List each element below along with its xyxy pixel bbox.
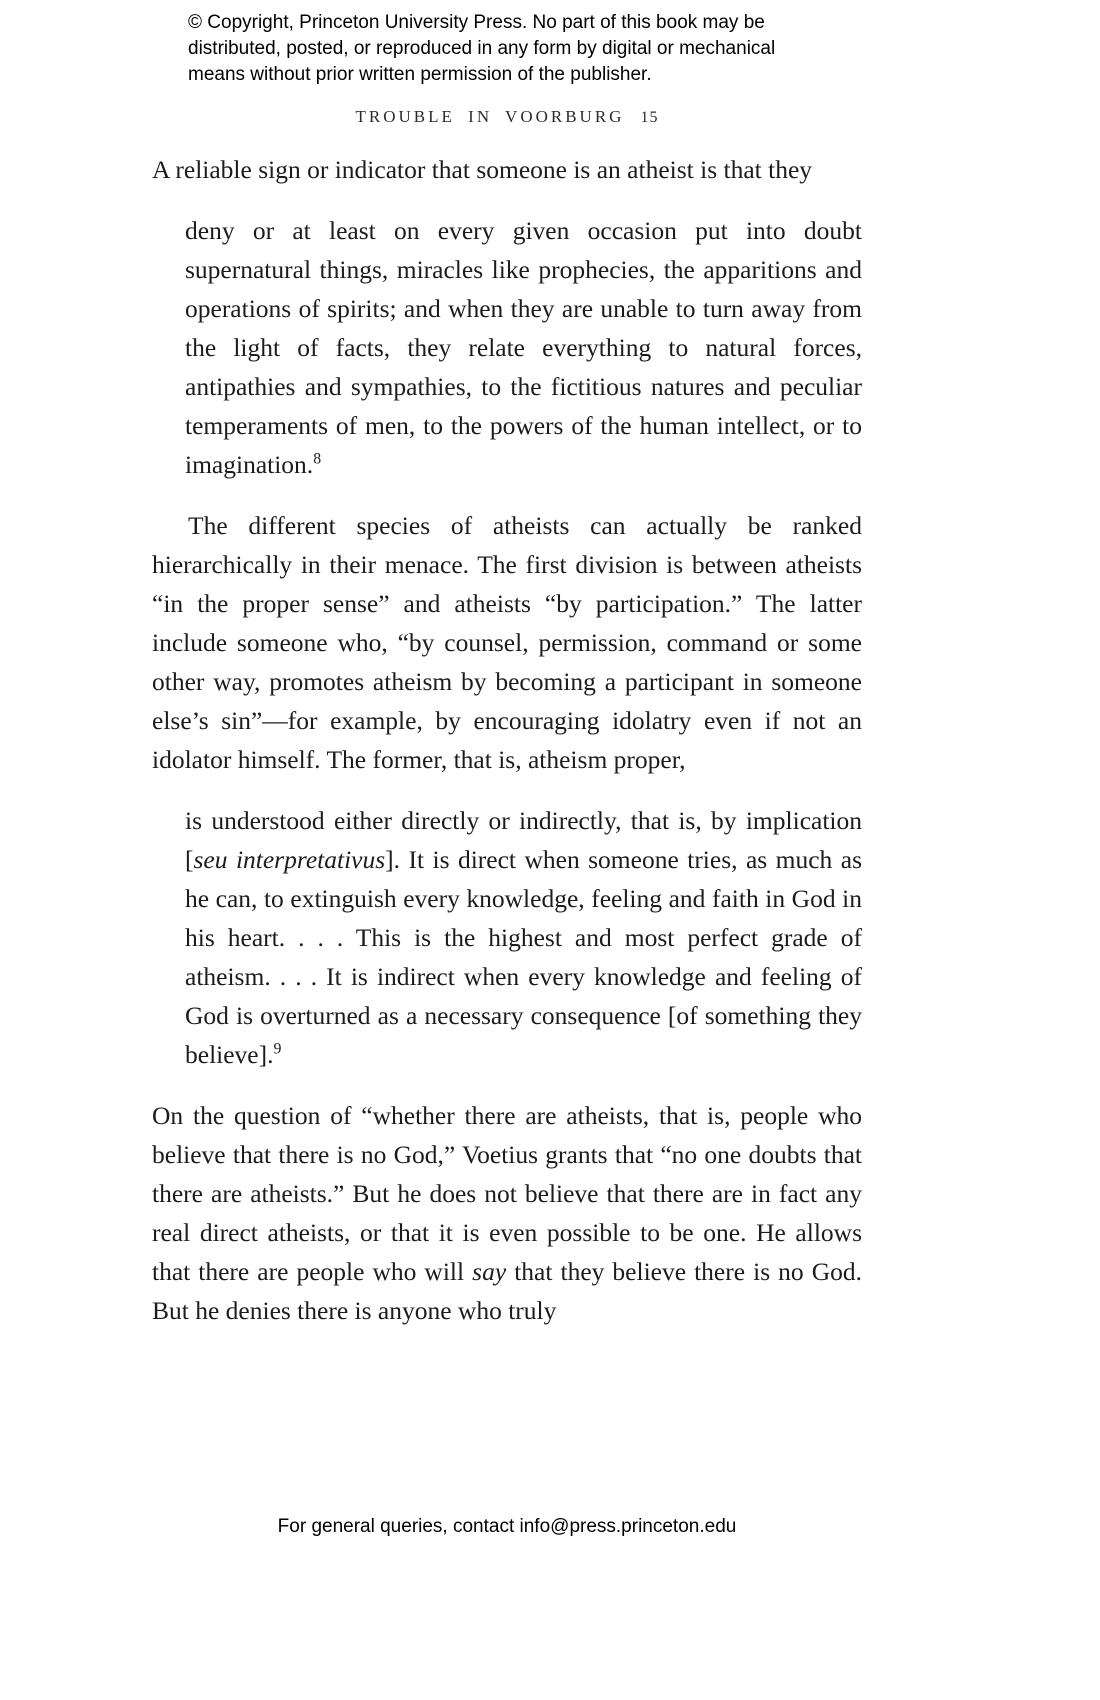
- text-run: is understood either directly or indirectly, that is, by implication [: [185, 806, 862, 874]
- block-quote: [185, 211, 862, 484]
- paragraph: [152, 150, 862, 189]
- body-text: [152, 150, 862, 1348]
- copyright-line: distributed, posted, or reproduced in any form by digital or mechanical: [188, 38, 776, 59]
- block-quote: [185, 801, 862, 1074]
- text-run: ]. It is direct when someone tries, as much as he can, to extinguish every knowledge, feeling and faith in God in his heart. . . . This is the highest and most perfect grade of atheism. . . . It is indirect when every knowledge and feeling of God is overturned as a necessary consequence [of something they believe].: [185, 845, 862, 1069]
- italic-text: seu interpretativus: [193, 845, 386, 874]
- copyright-line: means without prior written permission of the publisher.: [188, 64, 652, 85]
- footer-contact: For general queries, contact info@press.princeton.edu: [277, 1516, 737, 1537]
- footnote-reference: 9: [273, 1040, 282, 1058]
- text-run: deny or at least on every given occasion put into doubt supernatural things, miracles like prophecies, the apparitions and operations of spirits; and when they are unable to turn away from the light of facts, they relate everything to natural forces, antipathies and sympathies, to the fictitious natures and peculiar temperaments of men, to the powers of the human intellect, or to imagination.: [185, 216, 862, 479]
- paragraph: [152, 1096, 862, 1330]
- running-head-title: TROUBLE IN VOORBURG: [355, 107, 625, 126]
- copyright-notice: [188, 10, 888, 88]
- footnote-reference: 8: [313, 450, 322, 468]
- text-run: A reliable sign or indicator that someone is an atheist is that they: [152, 155, 813, 184]
- text-run: The different species of atheists can actually be ranked hierarchically in their menace. The first division is between atheists “in the proper sense” and atheists “by participation.” The latter include someone who, “by counsel, permission, command or some other way, promotes atheism by becoming a participant in someone else’s sin”—for example, by encouraging idolatry even if not an idolator himself. The former, that is, atheism proper,: [152, 511, 862, 774]
- running-head: [152, 107, 862, 127]
- italic-text: say: [472, 1257, 507, 1286]
- text-run: On the question of “whether there are atheists, that is, people who believe that there is no God,” Voetius grants that “no one doubts that there are atheists.” But he does not believe that there are in fact any real direct atheists, or that it is even possible to be one. He allows that there are people who will: [152, 1101, 862, 1286]
- page-number: 15: [640, 109, 659, 126]
- text-run: that they believe there is no God. But he denies there is anyone who truly: [152, 1257, 862, 1325]
- copyright-line: © Copyright, Princeton University Press. No part of this book may be: [188, 12, 765, 33]
- paragraph: [152, 506, 862, 779]
